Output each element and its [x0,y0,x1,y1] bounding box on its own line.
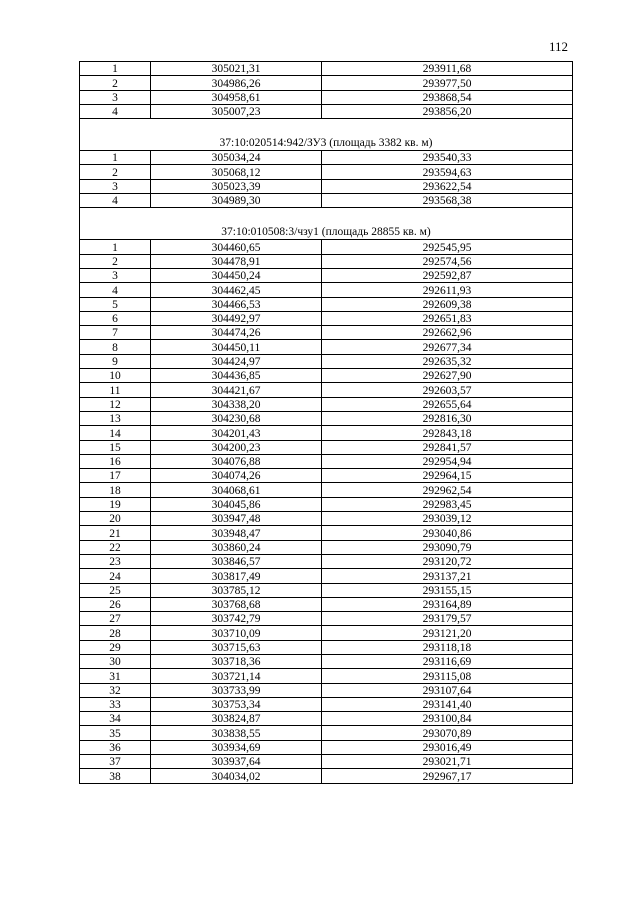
y-coordinate-cell: 292635,32 [322,354,573,368]
y-coordinate-cell: 293179,57 [322,612,573,626]
point-number-cell: 3 [80,90,151,104]
point-number-cell: 17 [80,469,151,483]
y-coordinate-cell: 293118,18 [322,640,573,654]
point-number-cell: 32 [80,683,151,697]
y-coordinate-cell: 292655,64 [322,397,573,411]
x-coordinate-cell: 305007,23 [151,104,322,118]
table-row [80,62,573,76]
x-coordinate-cell: 303824,87 [151,712,322,726]
x-coordinate-cell: 304074,26 [151,469,322,483]
y-coordinate-cell: 293039,12 [322,512,573,526]
point-number-cell: 37 [80,755,151,769]
table-row [80,612,573,626]
point-number-cell: 13 [80,411,151,425]
section-heading-row [80,119,573,151]
point-number-cell: 16 [80,454,151,468]
x-coordinate-cell: 305021,31 [151,62,322,76]
y-coordinate-cell: 292677,34 [322,340,573,354]
y-coordinate-cell: 293120,72 [322,554,573,568]
x-coordinate-cell: 303733,99 [151,683,322,697]
point-number-cell: 6 [80,311,151,325]
y-coordinate-cell: 292545,95 [322,240,573,254]
x-coordinate-cell: 303721,14 [151,669,322,683]
y-coordinate-cell: 293977,50 [322,76,573,90]
x-coordinate-cell: 303817,49 [151,569,322,583]
x-coordinate-cell: 304338,20 [151,397,322,411]
table-row [80,712,573,726]
x-coordinate-cell: 304068,61 [151,483,322,497]
table-row [80,683,573,697]
x-coordinate-cell: 304034,02 [151,769,322,783]
table-row [80,194,573,208]
y-coordinate-cell: 292983,45 [322,497,573,511]
x-coordinate-cell: 304076,88 [151,454,322,468]
table-row [80,104,573,118]
y-coordinate-cell: 293137,21 [322,569,573,583]
point-number-cell: 7 [80,326,151,340]
point-number-cell: 11 [80,383,151,397]
point-number-cell: 1 [80,151,151,165]
x-coordinate-cell: 304230,68 [151,411,322,425]
point-number-cell: 2 [80,76,151,90]
section-heading: 37:10:010508:3/чзу1 (площадь 28855 кв. м) [80,208,573,240]
point-number-cell: 31 [80,669,151,683]
coordinates-table [79,61,573,784]
x-coordinate-cell: 304460,65 [151,240,322,254]
y-coordinate-cell: 293911,68 [322,62,573,76]
table-row [80,383,573,397]
x-coordinate-cell: 304421,67 [151,383,322,397]
y-coordinate-cell: 293116,69 [322,654,573,668]
table-row [80,497,573,511]
y-coordinate-cell: 293107,64 [322,683,573,697]
table-row [80,597,573,611]
point-number-cell: 4 [80,194,151,208]
x-coordinate-cell: 305068,12 [151,165,322,179]
table-row [80,469,573,483]
section-heading: 37:10:020514:942/ЗУ3 (площадь 3382 кв. м) [80,119,573,151]
x-coordinate-cell: 303715,63 [151,640,322,654]
table-row [80,354,573,368]
table-row [80,254,573,268]
y-coordinate-cell: 293868,54 [322,90,573,104]
y-coordinate-cell: 292603,57 [322,383,573,397]
table-row [80,483,573,497]
table-row [80,526,573,540]
point-number-cell: 26 [80,597,151,611]
y-coordinate-cell: 293040,86 [322,526,573,540]
y-coordinate-cell: 292609,38 [322,297,573,311]
y-coordinate-cell: 292841,57 [322,440,573,454]
table-row [80,326,573,340]
table-row [80,151,573,165]
x-coordinate-cell: 304958,61 [151,90,322,104]
x-coordinate-cell: 303838,55 [151,726,322,740]
y-coordinate-cell: 293121,20 [322,626,573,640]
table-row [80,440,573,454]
table-row [80,411,573,425]
table-row [80,769,573,783]
y-coordinate-cell: 293540,33 [322,151,573,165]
table-row [80,540,573,554]
point-number-cell: 2 [80,254,151,268]
point-number-cell: 30 [80,654,151,668]
x-coordinate-cell: 304466,53 [151,297,322,311]
x-coordinate-cell: 303937,64 [151,755,322,769]
point-number-cell: 3 [80,179,151,193]
table-row [80,283,573,297]
point-number-cell: 35 [80,726,151,740]
point-number-cell: 23 [80,554,151,568]
x-coordinate-cell: 304045,86 [151,497,322,511]
x-coordinate-cell: 303710,09 [151,626,322,640]
x-coordinate-cell: 303934,69 [151,740,322,754]
y-coordinate-cell: 293115,08 [322,669,573,683]
point-number-cell: 28 [80,626,151,640]
point-number-cell: 38 [80,769,151,783]
table-row [80,76,573,90]
coordinates-table-body [80,62,573,784]
point-number-cell: 36 [80,740,151,754]
point-number-cell: 21 [80,526,151,540]
point-number-cell: 14 [80,426,151,440]
point-number-cell: 34 [80,712,151,726]
x-coordinate-cell: 304450,24 [151,268,322,282]
point-number-cell: 19 [80,497,151,511]
table-row [80,569,573,583]
table-row [80,669,573,683]
point-number-cell: 9 [80,354,151,368]
table-row [80,626,573,640]
x-coordinate-cell: 303718,36 [151,654,322,668]
y-coordinate-cell: 292662,96 [322,326,573,340]
x-coordinate-cell: 304492,97 [151,311,322,325]
x-coordinate-cell: 303753,34 [151,697,322,711]
point-number-cell: 29 [80,640,151,654]
x-coordinate-cell: 303768,68 [151,597,322,611]
x-coordinate-cell: 303785,12 [151,583,322,597]
table-row [80,554,573,568]
x-coordinate-cell: 304986,26 [151,76,322,90]
x-coordinate-cell: 304478,91 [151,254,322,268]
x-coordinate-cell: 305023,39 [151,179,322,193]
table-row [80,512,573,526]
x-coordinate-cell: 304200,23 [151,440,322,454]
page-number: 112 [548,39,568,54]
y-coordinate-cell: 293594,63 [322,165,573,179]
y-coordinate-cell: 293070,89 [322,726,573,740]
point-number-cell: 18 [80,483,151,497]
point-number-cell: 10 [80,369,151,383]
x-coordinate-cell: 304201,43 [151,426,322,440]
table-row [80,755,573,769]
point-number-cell: 4 [80,283,151,297]
y-coordinate-cell: 292627,90 [322,369,573,383]
table-row [80,397,573,411]
y-coordinate-cell: 292816,30 [322,411,573,425]
table-row [80,311,573,325]
table-row [80,654,573,668]
x-coordinate-cell: 303947,48 [151,512,322,526]
y-coordinate-cell: 292574,56 [322,254,573,268]
x-coordinate-cell: 303742,79 [151,612,322,626]
table-row [80,583,573,597]
table-row [80,340,573,354]
y-coordinate-cell: 293622,54 [322,179,573,193]
table-row [80,454,573,468]
point-number-cell: 1 [80,240,151,254]
x-coordinate-cell: 305034,24 [151,151,322,165]
x-coordinate-cell: 304424,97 [151,354,322,368]
point-number-cell: 27 [80,612,151,626]
y-coordinate-cell: 293155,15 [322,583,573,597]
table-row [80,640,573,654]
y-coordinate-cell: 293568,38 [322,194,573,208]
x-coordinate-cell: 304989,30 [151,194,322,208]
x-coordinate-cell: 303846,57 [151,554,322,568]
table-row [80,369,573,383]
y-coordinate-cell: 293100,84 [322,712,573,726]
y-coordinate-cell: 293090,79 [322,540,573,554]
x-coordinate-cell: 303948,47 [151,526,322,540]
table-row [80,297,573,311]
x-coordinate-cell: 303860,24 [151,540,322,554]
table-row [80,240,573,254]
x-coordinate-cell: 304436,85 [151,369,322,383]
y-coordinate-cell: 292964,15 [322,469,573,483]
x-coordinate-cell: 304474,26 [151,326,322,340]
table-row [80,165,573,179]
section-heading-row [80,208,573,240]
y-coordinate-cell: 292592,87 [322,268,573,282]
point-number-cell: 8 [80,340,151,354]
point-number-cell: 12 [80,397,151,411]
point-number-cell: 3 [80,268,151,282]
point-number-cell: 25 [80,583,151,597]
table-row [80,726,573,740]
y-coordinate-cell: 293141,40 [322,697,573,711]
y-coordinate-cell: 293856,20 [322,104,573,118]
point-number-cell: 24 [80,569,151,583]
y-coordinate-cell: 292967,17 [322,769,573,783]
table-row [80,426,573,440]
point-number-cell: 1 [80,62,151,76]
y-coordinate-cell: 292962,54 [322,483,573,497]
x-coordinate-cell: 304450,11 [151,340,322,354]
y-coordinate-cell: 292651,83 [322,311,573,325]
y-coordinate-cell: 293164,89 [322,597,573,611]
point-number-cell: 22 [80,540,151,554]
table-row [80,740,573,754]
y-coordinate-cell: 293016,49 [322,740,573,754]
point-number-cell: 20 [80,512,151,526]
y-coordinate-cell: 293021,71 [322,755,573,769]
x-coordinate-cell: 304462,45 [151,283,322,297]
point-number-cell: 2 [80,165,151,179]
point-number-cell: 15 [80,440,151,454]
y-coordinate-cell: 292843,18 [322,426,573,440]
table-row [80,179,573,193]
y-coordinate-cell: 292954,94 [322,454,573,468]
table-row [80,268,573,282]
point-number-cell: 33 [80,697,151,711]
y-coordinate-cell: 292611,93 [322,283,573,297]
table-row [80,697,573,711]
point-number-cell: 5 [80,297,151,311]
point-number-cell: 4 [80,104,151,118]
table-row [80,90,573,104]
